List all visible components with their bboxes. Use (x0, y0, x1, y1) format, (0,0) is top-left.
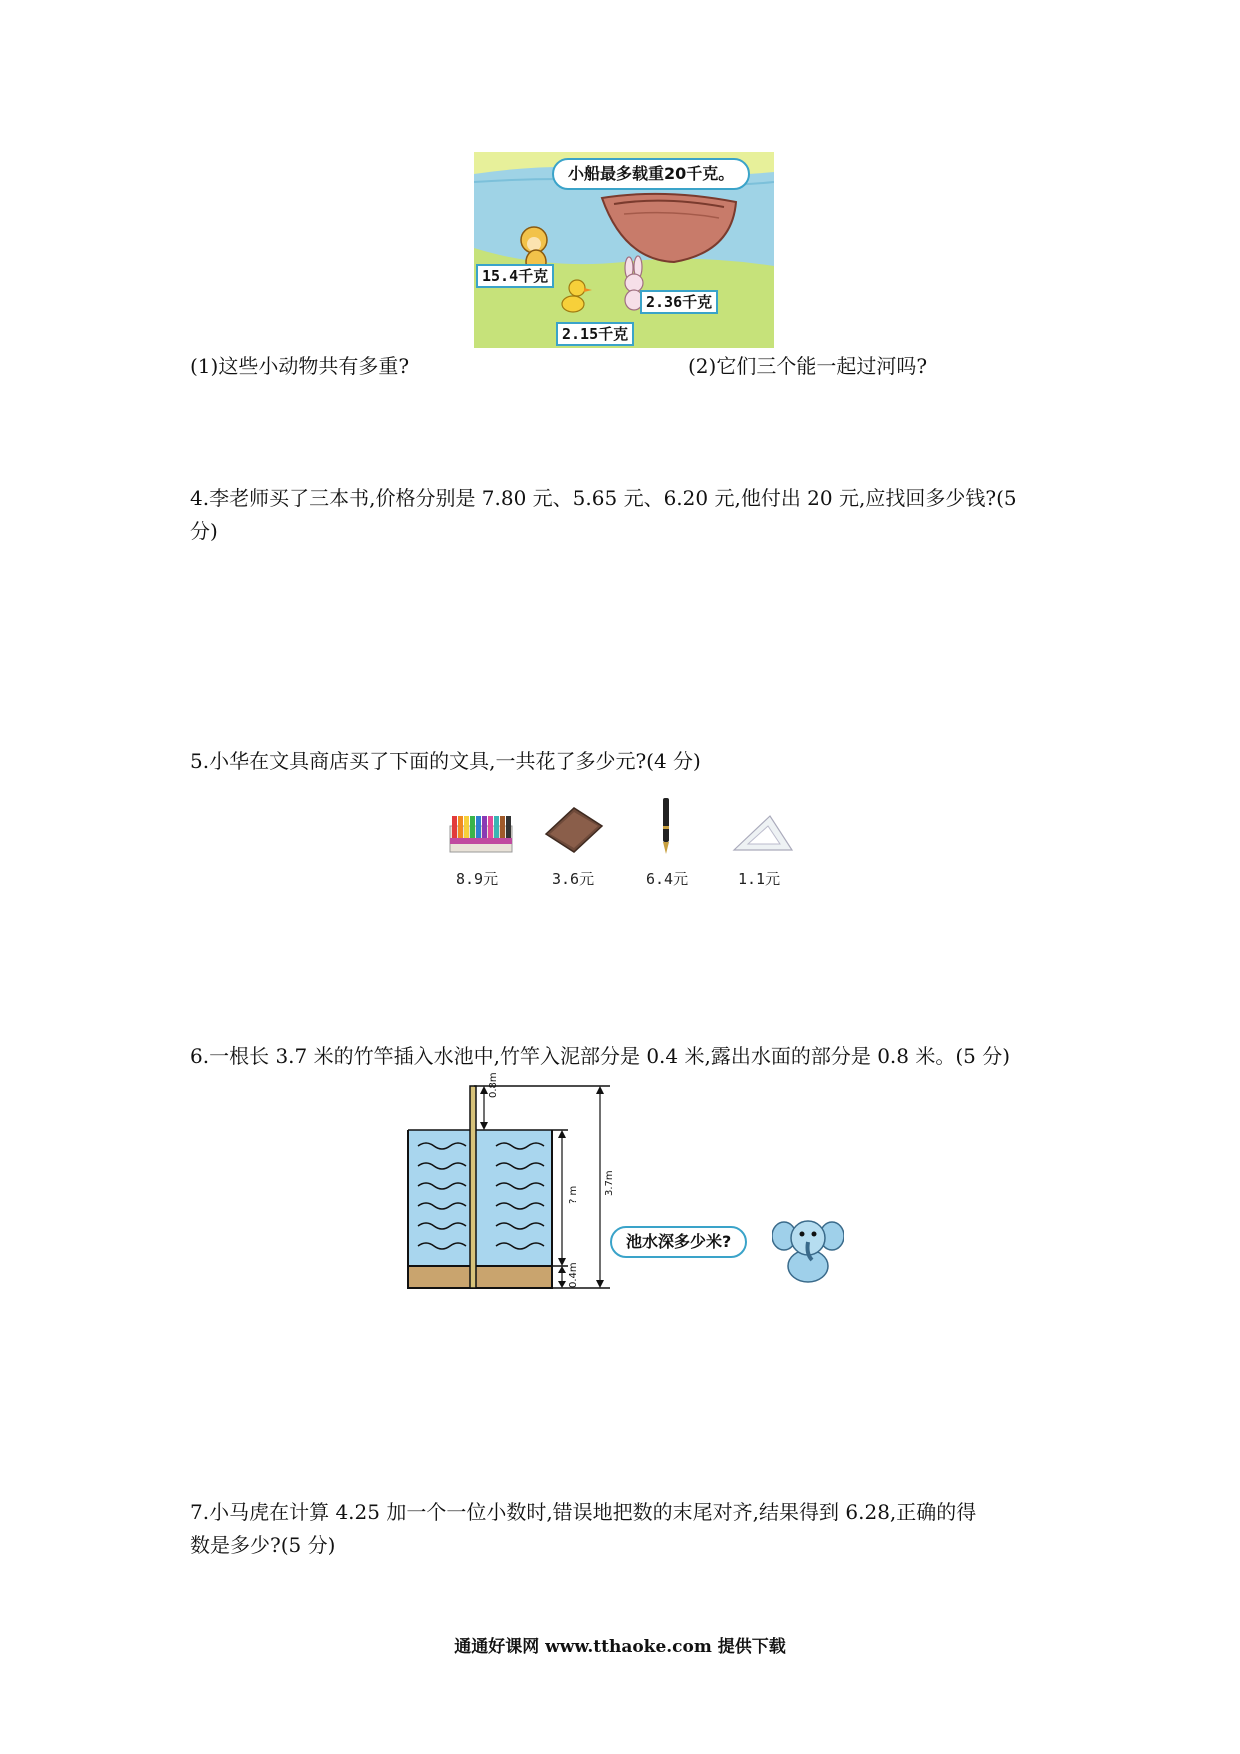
elephant-icon (772, 1212, 844, 1286)
monkey-weight-label: 15.4千克 (476, 264, 554, 288)
q7-line1: 7.小马虎在计算 4.25 加一个一位小数时,错误地把数的末尾对齐,结果得到 6.28,正确的得 (190, 1500, 977, 1524)
duck-weight-label: 2.15千克 (556, 322, 634, 346)
q4-question (190, 482, 1070, 548)
set-square-icon (730, 812, 796, 854)
pen-icon (656, 796, 676, 858)
crayons-icon (448, 812, 514, 854)
q3-sub1: (1)这些小动物共有多重? (190, 354, 410, 378)
dim-middle-label: ? m (568, 1185, 579, 1204)
stationery-items (440, 800, 810, 900)
pen-price: 6.4元 (646, 870, 689, 888)
page-footer: 通通好课网 www.tthaoke.com 提供下载 (454, 1637, 786, 1657)
q5-question: 5.小华在文具商店买了下面的文具,一共花了多少元?(4 分) (190, 749, 701, 773)
dim-top-label: 0.8m (488, 1072, 499, 1098)
pond-diagram (400, 1072, 860, 1300)
notebook-price: 3.6元 (552, 870, 595, 888)
q6-question: 6.一根长 3.7 米的竹竿插入水池中,竹竿入泥部分是 0.4 米,露出水面的部分是 0.8 米。(5 分) (190, 1044, 1011, 1068)
dim-bottom-label: 0.4m (568, 1262, 579, 1288)
q4-line1: 4.李老师买了三本书,价格分别是 7.80 元、5.65 元、6.20 元,他付出 20 元,应找回多少钱?(5 (190, 486, 1017, 510)
boat-capacity-bubble: 小船最多载重20千克。 (552, 158, 750, 190)
q7-question (190, 1496, 1070, 1562)
river-boat-illustration (474, 152, 774, 348)
dim-total-label: 3.7m (604, 1170, 615, 1196)
pond-depth-bubble: 池水深多少米? (610, 1226, 747, 1258)
set-square-price: 1.1元 (738, 870, 781, 888)
rabbit-weight-label: 2.36千克 (640, 290, 718, 314)
q7-line2: 数是多少?(5 分) (190, 1533, 336, 1557)
crayons-price: 8.9元 (456, 870, 499, 888)
q3-sub2: (2)它们三个能一起过河吗? (688, 354, 928, 378)
notebook-icon (540, 804, 606, 854)
q4-line2: 分) (190, 519, 218, 543)
